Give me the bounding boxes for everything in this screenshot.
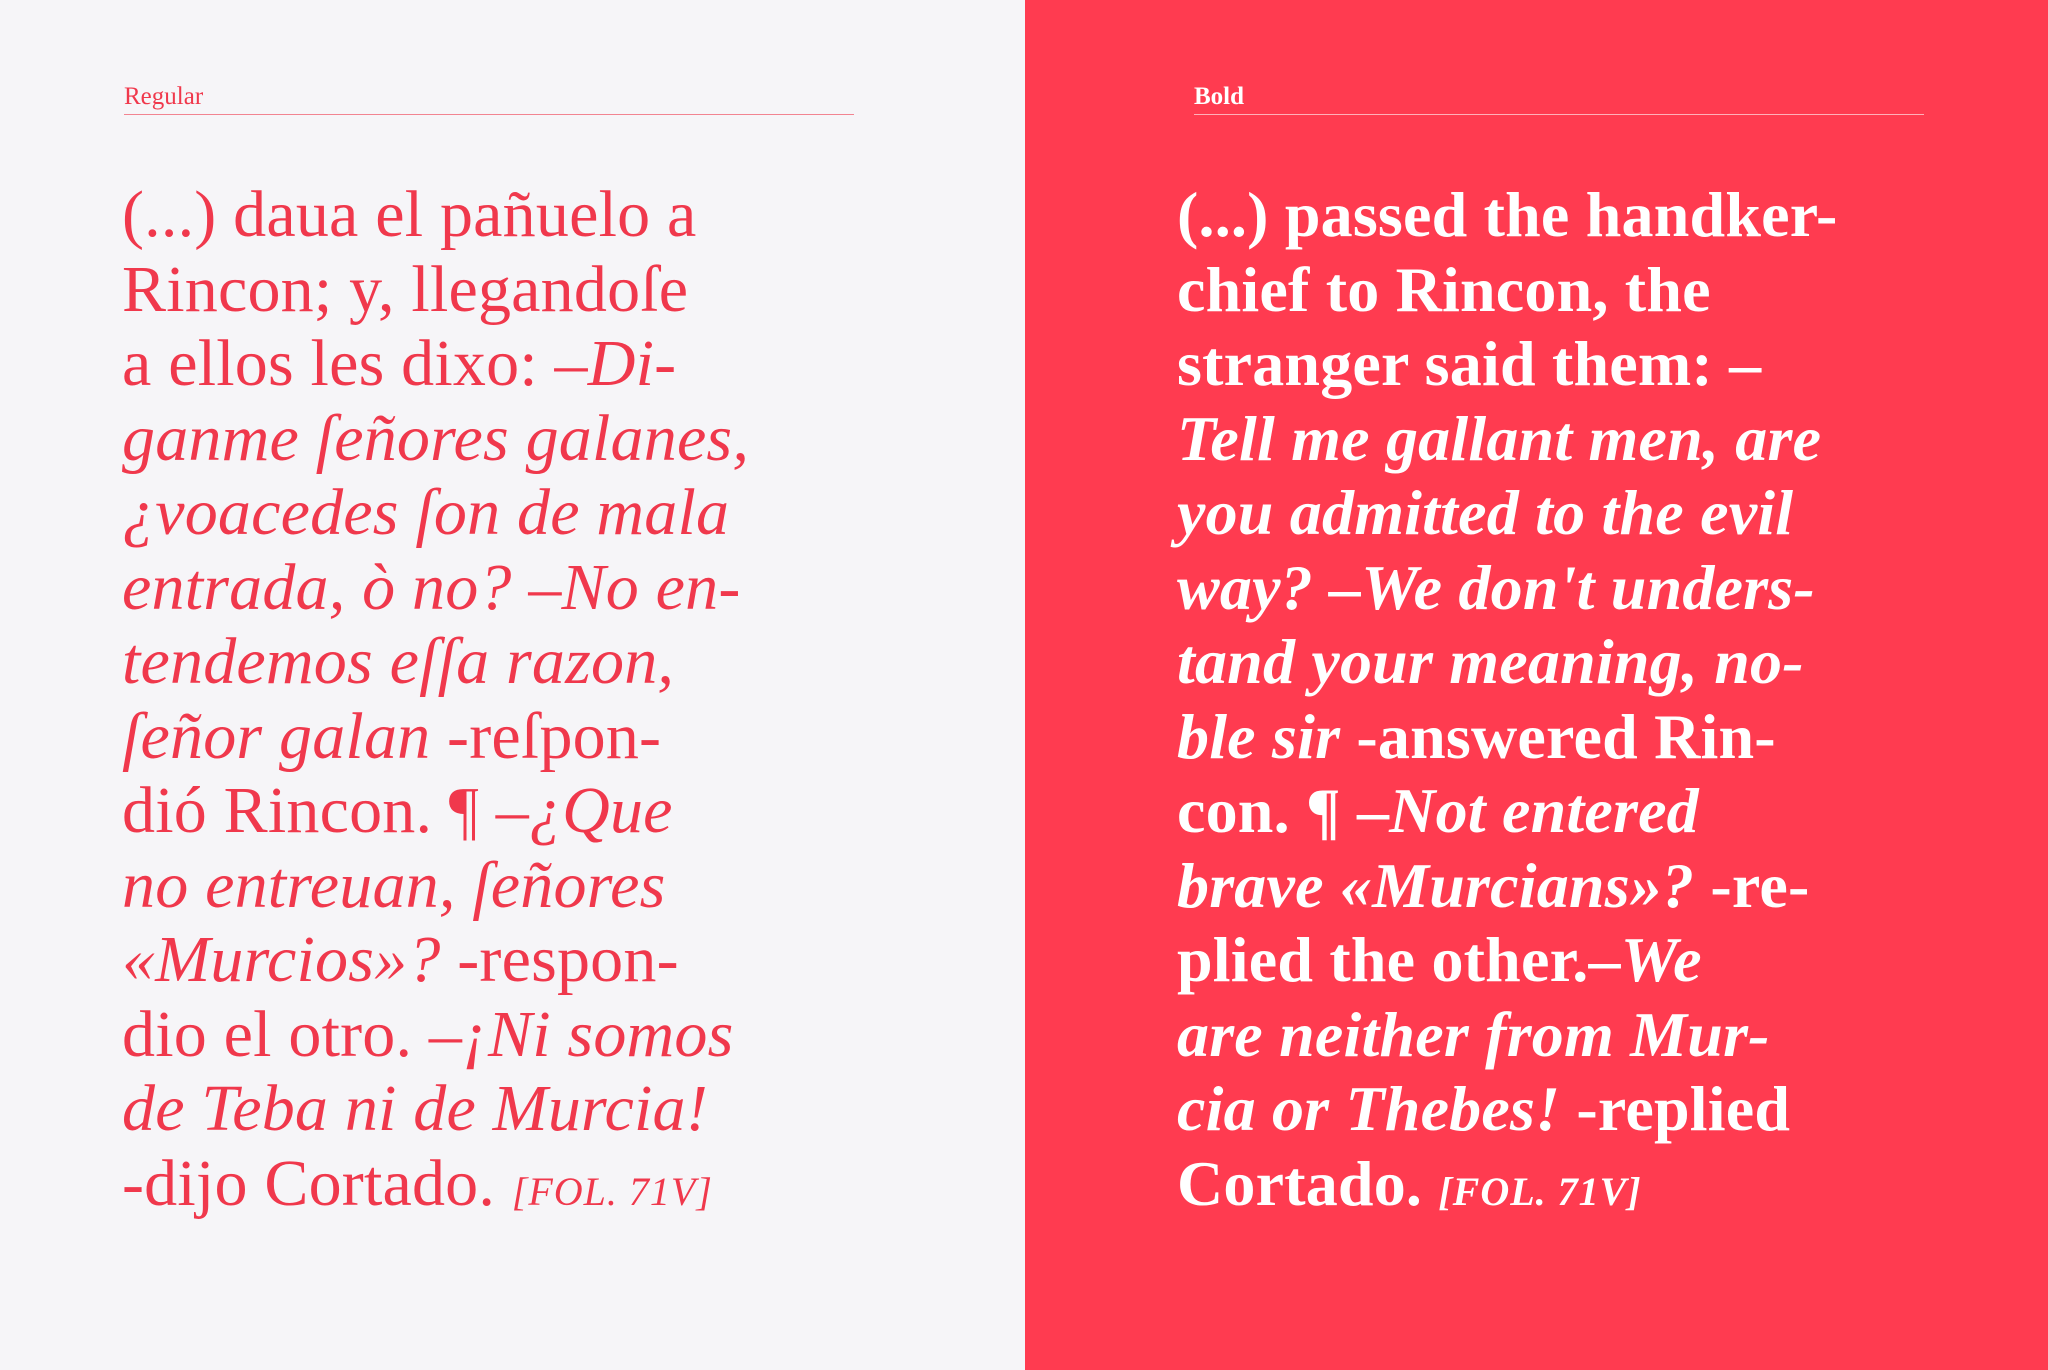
specimen-line (122, 1147, 749, 1222)
specimen-line (1177, 551, 1837, 626)
italic-run: ſeñor galan (122, 699, 431, 773)
specimen-line (122, 476, 749, 551)
specimen-line (122, 402, 749, 477)
roman-run: -dijo Cortado. (122, 1146, 512, 1220)
italic-run: de Teba ni de Murcia! (122, 1072, 708, 1145)
specimen-line (1177, 625, 1837, 700)
specimen-line (1177, 774, 1837, 849)
italic-run: you admitted to the evil (1177, 477, 1794, 548)
bold-specimen-panel (1025, 0, 2048, 1370)
roman-run: dió Rincon. ¶ – (122, 774, 529, 847)
folio-reference: [FOL. 71V] (511, 1168, 713, 1214)
specimen-line (122, 700, 749, 775)
specimen-line (122, 774, 749, 849)
specimen-line (1177, 1072, 1837, 1147)
italic-run: cia or Thebes! (1177, 1073, 1561, 1144)
italic-run: way? –We don't unders- (1177, 551, 1815, 623)
specimen-line (1177, 327, 1837, 402)
italic-run: We (1620, 924, 1702, 995)
divider-line (1194, 114, 1924, 115)
italic-run: ¿voacedes ſon de mala (122, 476, 730, 549)
specimen-line (122, 178, 749, 253)
specimen-line (1177, 476, 1837, 551)
italic-run: tand your meaning, no- (1177, 626, 1804, 697)
italic-run: «Murcios»? (122, 923, 441, 996)
roman-run: con. ¶ – (1177, 775, 1390, 846)
specimen-line (1177, 849, 1837, 924)
italic-run: no entreuan, ſeñores (122, 848, 666, 922)
roman-run: a ellos les dixo: – (122, 327, 588, 400)
specimen-line (1177, 253, 1837, 328)
specimen-line (1177, 998, 1837, 1073)
roman-run: chief to Rincon, the (1177, 253, 1711, 325)
italic-run: ble sir (1177, 700, 1341, 772)
roman-run: (...) passed the handker- (1177, 179, 1838, 250)
italic-run: Di- (587, 327, 677, 400)
specimen-line (122, 998, 749, 1073)
divider-line (124, 114, 854, 115)
weight-label-regular: Regular (124, 83, 204, 110)
specimen-line (122, 253, 749, 328)
specimen-line (1177, 700, 1837, 775)
roman-run: (...) daua el pañuelo a (122, 178, 697, 251)
roman-run: -replied (1560, 1073, 1791, 1144)
folio-reference: [FOL. 71V] (1438, 1168, 1642, 1214)
specimen-line (1177, 402, 1837, 477)
specimen-line (122, 625, 749, 700)
specimen-line (122, 327, 749, 402)
weight-label-bold: Bold (1194, 83, 1245, 110)
specimen-line (122, 1072, 749, 1147)
roman-run: dio el otro. – (122, 997, 463, 1071)
italic-run: ¡Ni somos (462, 997, 734, 1071)
roman-run: -respon- (440, 923, 679, 996)
roman-run: -re- (1694, 849, 1810, 921)
roman-run: stranger said them: – (1177, 328, 1762, 399)
italic-run: tendemos eſſa razon, (122, 625, 675, 698)
specimen-line (122, 849, 749, 924)
italic-run: are neither from Mur- (1177, 998, 1770, 1070)
specimen-line (1177, 1147, 1837, 1222)
specimen-text-bold (1177, 178, 1837, 1221)
roman-run: -reſpon- (430, 699, 662, 773)
specimen-line (1177, 923, 1837, 998)
roman-run: -answered Rin- (1340, 700, 1776, 772)
italic-run: ¿Que (528, 774, 673, 847)
roman-run: Rincon; y, llegandoſe (122, 252, 689, 326)
italic-run: entrada, ò no? –No en- (122, 550, 741, 624)
specimen-line (1177, 178, 1837, 253)
specimen-text-regular (122, 178, 749, 1221)
italic-run: Tell me gallant men, are (1177, 402, 1822, 474)
italic-run: ganme ſeñores galanes, (122, 401, 750, 475)
specimen-line (122, 551, 749, 626)
italic-run: Not entered (1389, 775, 1699, 846)
roman-run: Cortado. (1177, 1147, 1439, 1219)
roman-run: plied the other.– (1177, 924, 1621, 995)
specimen-line (122, 923, 749, 998)
italic-run: brave «Murcians»? (1177, 849, 1695, 921)
